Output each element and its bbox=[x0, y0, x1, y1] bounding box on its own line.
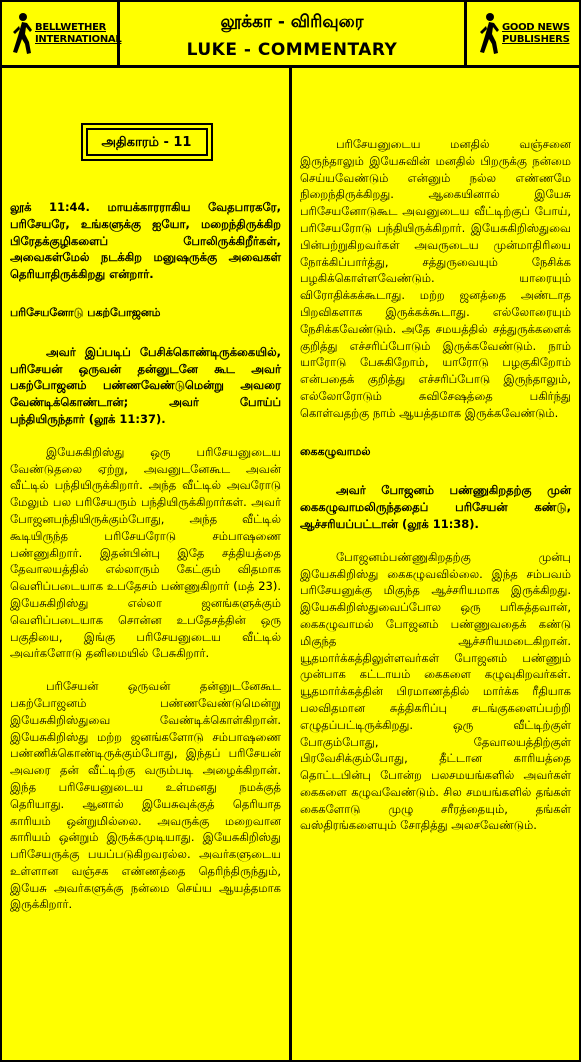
left-column bbox=[2, 68, 292, 1060]
good-news-logo bbox=[464, 2, 579, 68]
section-verse: அவர் இப்படிப் பேசிக்கொண்டிருக்கையில், பரிசேயன் ஒருவன் தன்னுடனே கூட அவர் பகற்போஜனம் பண்ணவேண்டுமென்று அவரை வேண்டிக்கொண்டான்; அவர் போய்ப் பந்தியிருந்தார் (லூக் 11:37). bbox=[10, 344, 281, 426]
title-block bbox=[120, 2, 464, 68]
chapter-box bbox=[81, 123, 213, 161]
left-logo-line2: INTERNATIONAL bbox=[35, 34, 122, 45]
section-heading: பரிசேயனோடு பகற்போஜனம் bbox=[10, 305, 161, 319]
paragraph: போஜனம்பண்ணுகிறதற்கு முன்பு இயேசுகிறிஸ்து கைகழுவவில்லை. இந்த சம்பவம் பரிசேயனுக்கு மிகுந்த ஆச்சரியமாக இருக்கிறது. இயேசுகிறிஸ்துவைப்போல ஒரு பரிசுத்தவான், கைகழுவாமல் போஜனம் பண்ணுவதைக் கண்டு மிகுந்த ஆச்சரியமடைகிறான். யூதமார்க்கத்திலுள்ளவர்கள் போஜனம் பண்ணும் முன்பாக கட்டாயம் கைகளை கழுவுகிறவர்கள். யூதமார்க்கத்தின் பிரமாணத்தில் மார்க்க ரீதியாக பலவிதமான சுத்திகரிப்பு சடங்குகளைப்பற்றி எழுதப்பட்டிருக்கிறது. ஒரு வீட்டிற்குள் போகும்போது, தேவாலயத்திற்குள் பிரவேசிக்கும்போது, தீட்டான காரியத்தை தொட்டபின்பு போன்ற பலசமயங்களில் அவர்கள் கைகளை கழுவவேண்டும். சில சமயங்களில் தங்கள் கைகளோடு முழு சரீரத்தையும், தங்கள் வஸ்திரங்களையும் சோதித்து அலசவேண்டும். bbox=[300, 549, 571, 833]
header-banner bbox=[2, 2, 579, 68]
paragraph: பரிசேயனுடைய மனதில் வஞ்சனை இருந்தாலும் இயேசுவின் மனதில் பிறருக்கு நன்மை செய்யவேண்டும் என்னும் நல்ல எண்ணமே நிறைந்திருக்கிறது. ஆகையினால் இயேசு பரிசேயனோடுகூட அவனுடைய வீட்டிற்குப் போய், பரிசேயரோடு பந்தியிருக்கிறார். இயேசுகிறிஸ்துவை பின்பற்றுகிறவர்கள் அவருடைய முன்மாதிரியை நோக்கிப்பார்த்து, சத்துருவையும் நேசிக்க பழகிக்கொள்ளவேண்டும். யாரையும் விரோதிக்கக்கூடாது. மற்ற ஜனத்தை அண்டாத பிறவிகளாக இருக்கக்கூடாது. எல்லோரையும் நேசிக்கவேண்டும். அதே சமயத்தில் சத்துருக்களைக் குறித்து எச்சரிப்போடும் இருக்கவேண்டும். நாம் யாரோடு பேசுகிறோம், யாரோடு பழகுகிறோம் என்பதைக் குறித்து எச்சரிப்போடு இருந்தாலும், எல்லோரோடும் சுவிசேஷத்தை பகிர்ந்து கொள்வதற்கு நாம் ஆயத்தமாக இருக்கவேண்டும். bbox=[300, 137, 571, 420]
paragraph: பரிசேயன் ஒருவன் தன்னுடனேகூட பகற்போஜனம் பண்ணவேண்டுமென்று இயேசுகிறிஸ்துவை வேண்டிக்கொள்கிறான். இயேசுகிறிஸ்து மற்ற ஜனங்களோடு சம்பாஷணை பண்ணிக்கொண்டிருக்கும்போது, இந்தப் பரிசேயன் அவரை தன் வீட்டிற்கு வரும்படி அழைக்கிறான். இந்த பரிசேயனுடைய உள்மனது நமக்குத் தெரியாது. ஆனால் இயேசுவுக்குத் தெரியாத காரியம் ஒன்றுமில்லை. அவருக்கு மறைவான காரியம் ஒன்றும் இருக்கமுடியாது. இயேசுகிறிஸ்து பரிசேயருக்கு பயப்படுகிறவரல்ல. அவர்களுடைய உள்ளான வஞ்சக எண்ணத்தை தெரிந்திருந்தும், இயேசு அவர்களுக்கு நன்மை செய்ய ஆயத்தமாக இருக்கிறார். bbox=[10, 679, 281, 912]
right-logo-line1: GOOD NEWS bbox=[502, 22, 570, 33]
man-running-icon bbox=[10, 12, 32, 56]
verse-intro: லூக் 11:44. மாயக்காரராகிய வேதபாரகரே, பரிசேயரே, உங்களுக்கு ஐயோ, மறைந்திருக்கிற பிரேதக்குழிகளைப் போலிருக்கிறீர்கள், அவைகள்மேல் நடக்கிற மனுஷருக்கு அவைகள் தெரியாதிருக்கிறது என்றார். bbox=[10, 200, 281, 282]
chapter-label: அதிகாரம் - 11 bbox=[101, 135, 192, 150]
man-running-icon bbox=[477, 12, 499, 56]
title-english: LUKE - COMMENTARY bbox=[186, 40, 398, 60]
right-logo-line2: PUBLISHERS bbox=[502, 34, 570, 45]
left-logo-line1: BELLWETHER bbox=[35, 22, 107, 33]
section-verse: அவர் போஜனம் பண்ணுகிறதற்கு முன் கைகழுவாமலிருந்ததைப் பரிசேயன் கண்டு, ஆச்சரியப்பட்டான் (லூக் 11:38). bbox=[300, 483, 571, 531]
bellwether-logo bbox=[2, 2, 120, 68]
section-heading: கைகழுவாமல் bbox=[300, 444, 371, 458]
paragraph: இயேசுகிறிஸ்து ஒரு பரிசேயனுடைய வேண்டுதலை ஏற்று, அவனுடனேகூட அவன் வீட்டில் பந்தியிருக்கிறார். அந்த வீட்டில் அவரோடு மேலும் பல பரிசேயரும் பந்தியிருக்கிறார்கள். அவர் போஜனபந்தியிருக்கும்போது, அந்த வீட்டில் கூடியிருந்த பரிசேயரோடு சம்பாஷணை பண்ணுகிறார். இதன்பின்பு இதே சத்தியத்தை தேவாலயத்தில் எல்லாரும் கேட்கும் விதமாக வெளிப்படையாக உபதேசம் பண்ணுகிறார் (மத் 23). இயேசுகிறிஸ்து எல்லா ஜனங்களுக்கும் வெளிப்படையாக சொன்ன உபதேசத்தின் ஒரு பகுதியை, இங்கு பரிசேயனுடைய வீட்டில் அவர்களோடு தனிமையில் பேசுகிறார். bbox=[10, 444, 281, 661]
right-column bbox=[292, 68, 579, 1060]
title-tamil: லூக்கா - விரிவுரை bbox=[220, 12, 364, 32]
